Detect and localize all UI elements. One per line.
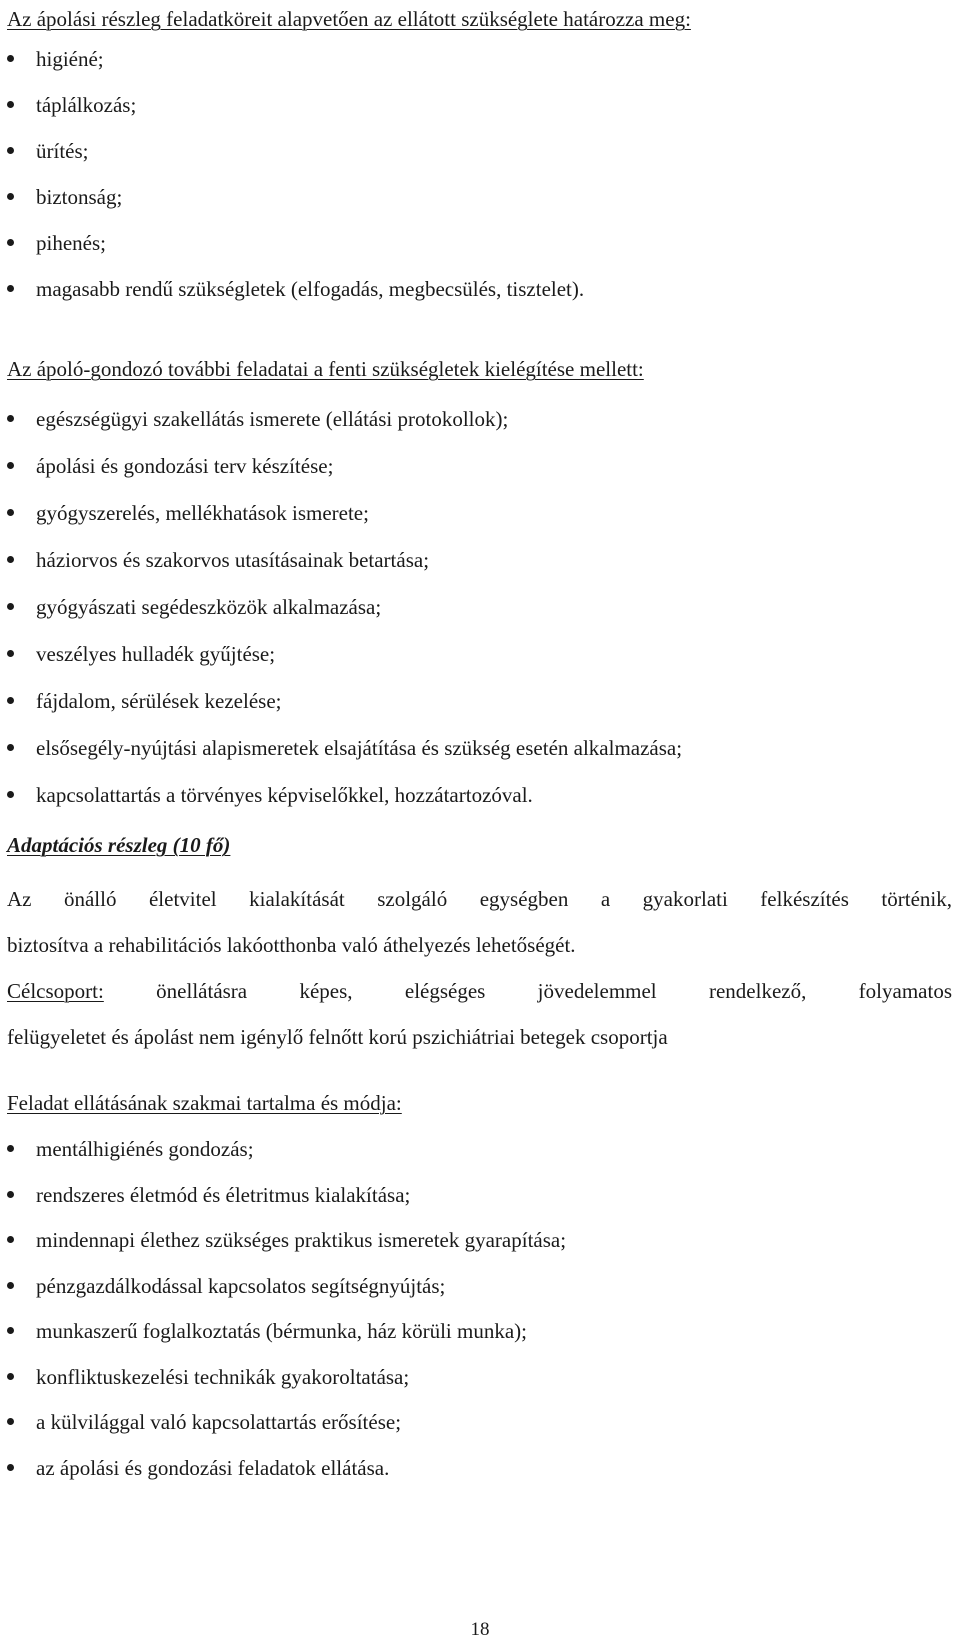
- bullet-icon: [7, 603, 14, 610]
- bullet-icon: [7, 462, 14, 469]
- bullet-icon: [7, 509, 14, 516]
- paragraph-line: biztosítva a rehabilitációs lakóotthonba való áthelyezés lehetőségét.: [7, 933, 576, 957]
- bullet-icon: [7, 744, 14, 751]
- bullet-icon: [7, 415, 14, 422]
- bullet-icon: [7, 697, 14, 704]
- section3-paragraph: [7, 876, 952, 968]
- bullet-icon: [7, 1282, 14, 1289]
- bullet-icon: [7, 791, 14, 798]
- target-group-text: önellátásra képes, elégséges jövedelemmel rendelkező, folyamatos: [103, 979, 952, 1003]
- bullet-icon: [7, 1373, 14, 1380]
- target-group-label: Célcsoport:: [7, 979, 104, 1003]
- section1-heading: Az ápolási részleg feladatköreit alapvetően az ellátott szükséglete határozza meg:: [7, 7, 691, 31]
- bullet-icon: [7, 1236, 14, 1243]
- section3-target-group: [7, 968, 952, 1060]
- bullet-icon: [7, 1327, 14, 1334]
- bullet-icon: [7, 101, 14, 108]
- target-group-line: [7, 968, 952, 1014]
- section2-heading: Az ápoló-gondozó további feladatai a fenti szükségletek kielégítése mellett:: [7, 357, 644, 381]
- bullet-icon: [7, 650, 14, 657]
- bullet-icon: [7, 285, 14, 292]
- page-number: 18: [470, 1619, 490, 1640]
- target-group-line: felügyeletet és ápolást nem igénylő felnőtt korú pszichiátriai betegek csoportja: [7, 1025, 668, 1049]
- bullet-icon: [7, 55, 14, 62]
- section4-heading: Feladat ellátásának szakmai tartalma és módja:: [7, 1091, 402, 1115]
- paragraph-line: Az önálló életvitel kialakítását szolgáló egységben a gyakorlati felkészítés történik,: [7, 887, 952, 911]
- section3-heading: Adaptációs részleg (10 fő): [7, 833, 231, 857]
- bullet-icon: [7, 239, 14, 246]
- bullet-icon: [7, 1464, 14, 1471]
- bullet-icon: [7, 147, 14, 154]
- bullet-icon: [7, 1418, 14, 1425]
- bullet-icon: [7, 193, 14, 200]
- bullet-icon: [7, 556, 14, 563]
- bullet-icon: [7, 1191, 14, 1198]
- document-page: Az ápolási részleg feladatköreit alapvetően az ellátott szükséglete határozza meg: higiéné; táplálkozás; ürítés; biztonság; pihenés; magasabb rendű szükségletek (elfogadás, megbecsülés, tisztelet). Az ápoló-gondozó további feladatai a fenti szükségletek kielégítése mellett: egészségügyi szakellátás ismerete (ellátási protokollok); ápolási és gondozási terv készítése; gyógyszerelés, mellékhatások ismerete; háziorvos és szakorvos utasításainak betartása; gyógyászati segédeszközök alkalmazása; veszélyes hulladék gyűjtése; fájdalom, sérülések kezelése; elsősegély-nyújtási alapismeretek elsajátítása és szükség esetén alkalmazása; kapcsolattartás a törvényes képviselőkkel, hozzátartozóval. Adaptációs részleg (10 fő) Az önálló életvitel kialakítását szolgáló egységben a gyakorlati felkészítés történik, biztosítva a rehabilitációs lakóotthonba való áthelyezés lehetőségét. Célcsoport: önellátásra képes, elégséges jövedelemmel rendelkező, folyamatos felügyeletet és ápolást nem igénylő felnőtt korú pszichiátriai betegek csoportja Feladat ellátásának szakmai tartalma és módja: mentálhigiénés gondozás; rendszeres életmód és életritmus kialakítása; mindennapi élethez szükséges praktikus ismeretek gyarapítása; pénzgazdálkodással kapcsolatos segítségnyújtás; munkaszerű foglalkoztatás (bérmunka, ház körüli munka); konfliktuskezelési technikák gyakoroltatása; a külvilággal való kapcsolattartás erősítése; az ápolási és gondozási feladatok ellátása. 18: [0, 0, 960, 1652]
- bullet-icon: [7, 1145, 14, 1152]
